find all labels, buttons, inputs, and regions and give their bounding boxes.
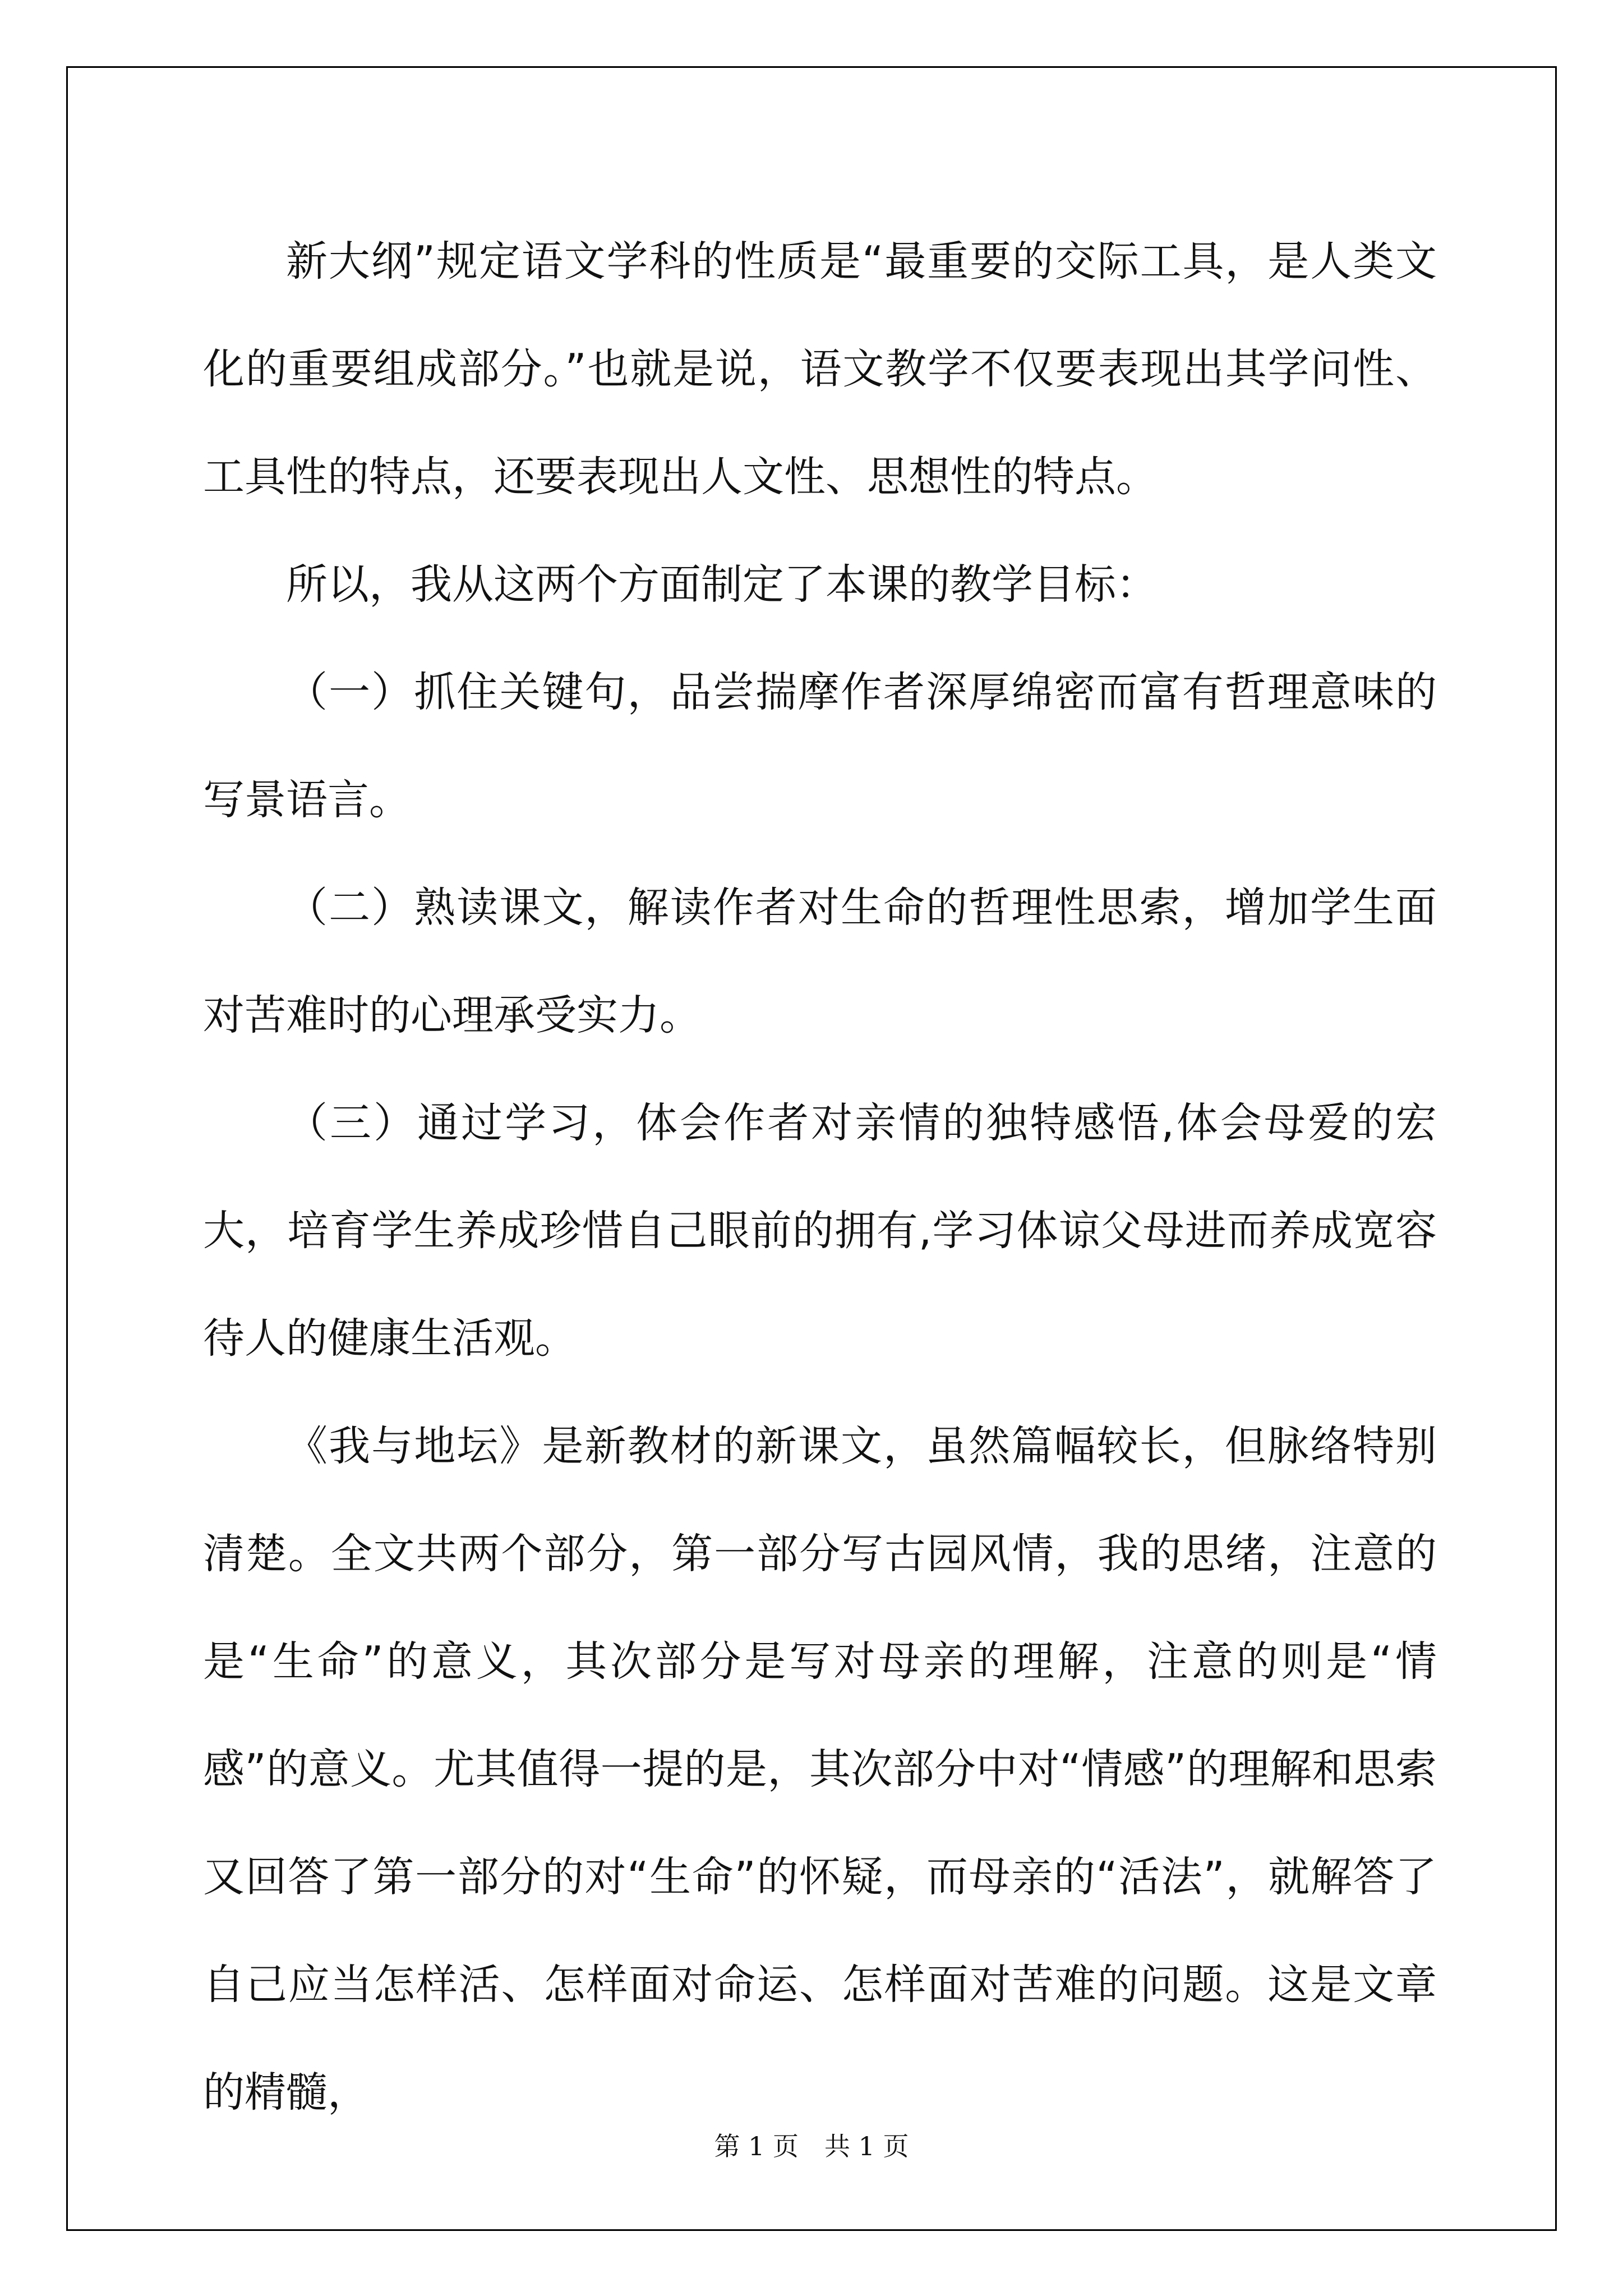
page-number: 第 1 页 共 1 页 — [714, 2131, 909, 2161]
paragraph-syllabus-definition: 新大纲”规定语文学科的性质是“最重要的交际工具，是人类文化的重要组成部分。”也就是说，语文教学不仅要表现出其学问性、工具性的特点，还要表现出人文性、思想性的特点。 — [203, 237, 1437, 501]
paragraph-objectives-intro: 所以，我从这两个方面制定了本课的教学目标： — [286, 560, 1158, 609]
paragraph-objective-3: （三）通过学习，体会作者对亲情的独特感悟,体会母爱的宏大，培育学生养成珍惜自己眼前的拥有,学习体谅父母进而养成宽容待人的健康生活观。 — [203, 1099, 1437, 1363]
paragraph-objective-2: （二）熟读课文，解读作者对生命的哲理性思索，增加学生面对苦难时的心理承受实力。 — [203, 884, 1437, 1039]
paragraph-objective-1: （一）抓住关键句，品尝揣摩作者深厚绵密而富有哲理意味的写景语言。 — [203, 668, 1437, 824]
paragraph-text-analysis: 《我与地坛》是新教材的新课文，虽然篇幅较长，但脉络特别清楚。全文共两个部分，第一部分写古园风情，我的思绪，注意的是“生命”的意义，其次部分是写对母亲的理解，注意的则是“情感”的意义。尤其值得一提的是，其次部分中对“情感”的理解和思索又回答了第一部分的对“生命”的怀疑，而母亲的“活法”，就解答了自己应当怎样活、怎样面对命运、怎样面对苦难的问题。这是文章的精髓， — [203, 1422, 1437, 2116]
document-body — [203, 208, 1437, 2146]
